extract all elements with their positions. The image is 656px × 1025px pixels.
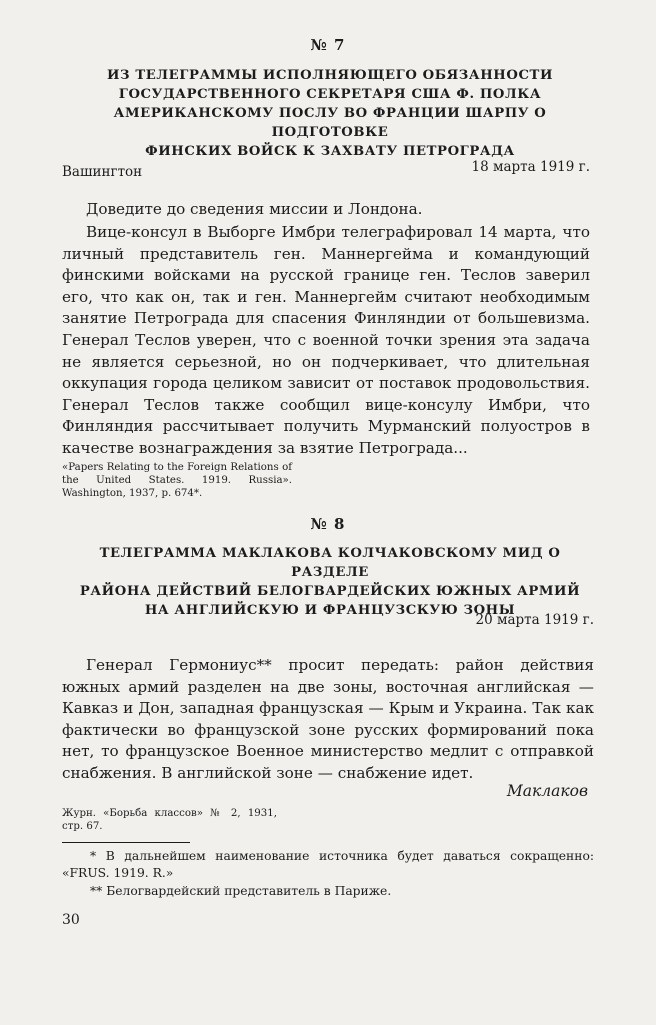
doc7-title-line: ИЗ ТЕЛЕГРАММЫ ИСПОЛНЯЮЩЕГО ОБЯЗАННОСТИ bbox=[106, 68, 554, 83]
page-number: 30 bbox=[62, 912, 80, 928]
doc7-title-line: ФИНСКИХ ВОЙСК К ЗАХВАТУ ПЕТРОГРАДА bbox=[145, 144, 515, 159]
footnote-divider bbox=[62, 842, 190, 843]
doc7-paragraph: Доведите до сведения миссии и Лондона. bbox=[86, 200, 423, 218]
doc8-date: 20 марта 1919 г. bbox=[475, 612, 594, 628]
doc8-title-line: ТЕЛЕГРАММА МАКЛАКОВА КОЛЧАКОВСКОМУ МИД О РАЗДЕЛЕ bbox=[99, 546, 561, 580]
doc7-place: Вашингтон bbox=[62, 164, 143, 180]
doc8-signature: Маклаков bbox=[506, 782, 588, 800]
doc7-number: № 7 bbox=[310, 36, 346, 54]
footnote: * В дальнейшем наименование источника будет даваться сокращенно: «FRUS. 1919. R.» bbox=[62, 849, 594, 880]
doc7-date: 18 марта 1919 г. bbox=[471, 159, 590, 175]
doc8-title bbox=[60, 544, 600, 620]
doc8-paragraph: Генерал Гермониус** просит передать: район действия южных армий разделен на две зоны, восточная английская — Кавказ и Дон, западная французская — Крым и Украина. Так как фактически во французской зоне русских формирований пока нет, то французское Военное министерство медлит с отправкой снабжения. В английской зоне — снабжение идет. bbox=[62, 656, 594, 782]
doc8-source: Журн. «Борьба классов» № 2, 1931, стр. 67. bbox=[62, 808, 277, 832]
doc7-title-line: АМЕРИКАНСКОМУ ПОСЛУ ВО ФРАНЦИИ ШАРПУ О ПОДГОТОВКЕ bbox=[113, 106, 547, 140]
doc7-source: «Papers Relating to the Foreign Relations of the United States. 1919. Russia». Washington, 1937, p. 674*. bbox=[62, 462, 292, 499]
footnote: ** Белогвардейский представитель в Париже. bbox=[90, 884, 392, 898]
doc7-title-line: ГОСУДАРСТВЕННОГО СЕКРЕТАРЯ США Ф. ПОЛКА bbox=[118, 87, 542, 102]
doc8-number: № 8 bbox=[310, 515, 346, 533]
doc7-title bbox=[60, 66, 600, 161]
doc8-title-line: НА АНГЛИЙСКУЮ И ФРАНЦУЗСКУЮ ЗОНЫ bbox=[144, 603, 516, 618]
doc7-paragraph: Вице-консул в Выборге Имбри телеграфировал 14 марта, что личный представитель ген. Маннергейма и командующий финскими войсками на русской границе ген. Теслов заверил его, что как он, так и ген. Маннергейм считают необходимым занятие Петрограда для спасения Финляндии от большевизма. Генерал Теслов уверен, что с военной точки зрения эта задача не является серьезной, но он подчеркивает, что длительная оккупация города целиком зависит от поставок продовольствия. Генерал Теслов также сообщил вице-консулу Имбри, что Финляндия рассчитывает получить Мурманский полуостров в качестве вознаграждения за взятие Петрограда... bbox=[62, 223, 590, 457]
doc8-title-line: РАЙОНА ДЕЙСТВИЙ БЕЛОГВАРДЕЙСКИХ ЮЖНЫХ АРМИЙ bbox=[79, 584, 581, 599]
